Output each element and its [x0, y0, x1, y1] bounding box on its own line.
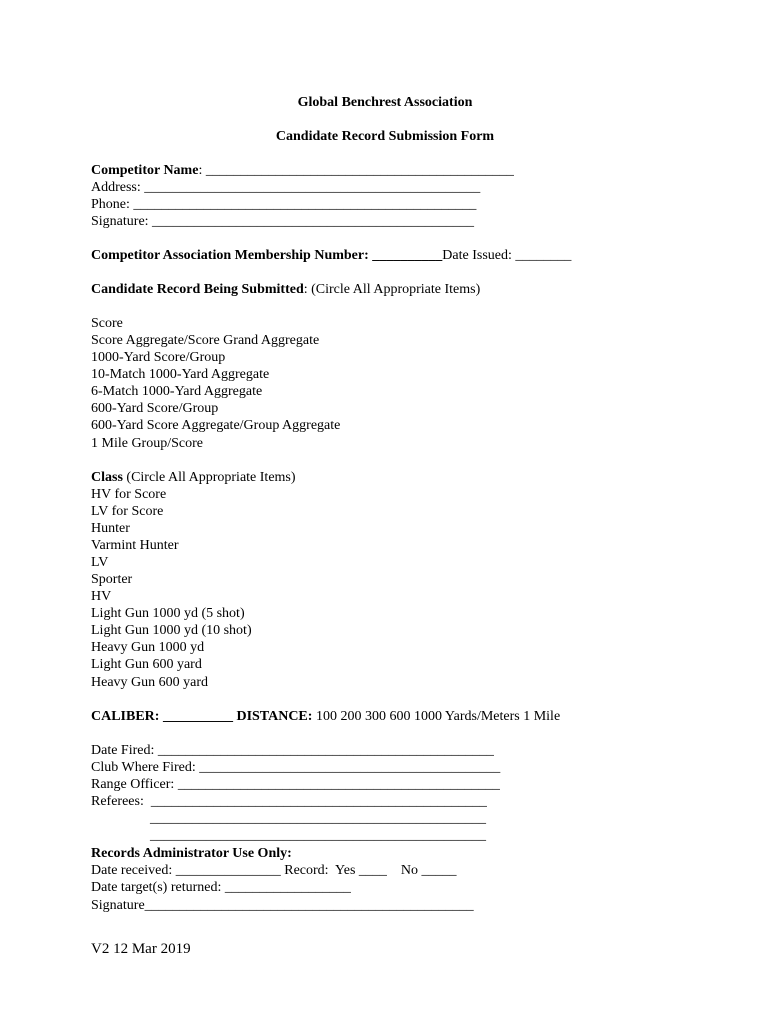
admin-heading-text: Records Administrator Use Only:: [91, 846, 292, 861]
club-field[interactable]: Club Where Fired: ___________________________________________: [91, 760, 501, 775]
class-item[interactable]: Varmint Hunter: [91, 538, 179, 553]
class-item[interactable]: Hunter: [91, 521, 130, 536]
date-fired-field[interactable]: Date Fired: ________________________________________________: [91, 743, 494, 758]
class-item[interactable]: Light Gun 1000 yd (5 shot): [91, 606, 245, 621]
version-footer: V2 12 Mar 2019: [91, 941, 191, 957]
range-officer-field[interactable]: Range Officer: ______________________________________________: [91, 777, 500, 792]
record-heading-row: [91, 281, 480, 298]
record-heading: Candidate Record Being Submitted: [91, 282, 304, 297]
class-heading-row: [91, 469, 296, 486]
membership-row[interactable]: [91, 247, 571, 264]
caliber-label: CALIBER: __________ DISTANCE:: [91, 709, 313, 724]
class-item[interactable]: Light Gun 1000 yd (10 shot): [91, 623, 252, 638]
competitor-name-field[interactable]: [91, 162, 514, 179]
class-item[interactable]: Sporter: [91, 572, 133, 587]
class-item[interactable]: LV: [91, 555, 109, 570]
class-item[interactable]: LV for Score: [91, 504, 164, 519]
record-item[interactable]: 600-Yard Score/Group: [91, 401, 219, 416]
signature-field[interactable]: Signature: ______________________________________________: [91, 214, 475, 229]
record-item[interactable]: 1 Mile Group/Score: [91, 436, 203, 451]
class-item[interactable]: HV for Score: [91, 487, 167, 502]
form-subtitle: Candidate Record Submission Form: [275, 129, 495, 144]
form-title: Global Benchrest Association: [297, 95, 473, 110]
date-returned-field[interactable]: Date target(s) returned: __________________: [91, 880, 351, 895]
date-issued-field: Date Issued: ________: [442, 248, 572, 263]
address-field[interactable]: Address: ________________________________________________: [91, 180, 481, 195]
class-heading: Class: [91, 470, 123, 485]
admin-signature-field[interactable]: Signature_______________________________________________: [91, 898, 474, 913]
caliber-distance-row[interactable]: [91, 708, 560, 725]
class-item[interactable]: Heavy Gun 1000 yd: [91, 640, 205, 655]
class-item[interactable]: Light Gun 600 yard: [91, 657, 202, 672]
distance-options: 100 200 300 600 1000 Yards/Meters 1 Mile: [312, 709, 561, 724]
admin-heading: [91, 845, 292, 862]
class-item[interactable]: Heavy Gun 600 yard: [91, 675, 209, 690]
date-received-field[interactable]: Date received: _______________ Record: Yes ____ No _____: [91, 863, 457, 878]
membership-number-label: Competitor Association Membership Number: __________: [91, 248, 443, 263]
class-item[interactable]: HV: [91, 589, 112, 604]
competitor-name-blank: : ____________________________________________: [198, 163, 514, 178]
referees-field[interactable]: Referees: ________________________________________________: [91, 794, 487, 809]
referee-line-3[interactable]: ________________________________________________: [150, 828, 486, 843]
class-instruction: (Circle All Appropriate Items): [122, 470, 296, 485]
phone-field[interactable]: Phone: _________________________________________________: [91, 197, 477, 212]
record-instruction: : (Circle All Appropriate Items): [303, 282, 481, 297]
record-item[interactable]: 1000-Yard Score/Group: [91, 350, 226, 365]
record-item[interactable]: Score: [91, 316, 123, 331]
competitor-name-label: Competitor Name: [91, 163, 199, 178]
record-item[interactable]: Score Aggregate/Score Grand Aggregate: [91, 333, 320, 348]
record-item[interactable]: 600-Yard Score Aggregate/Group Aggregate: [91, 418, 341, 433]
referee-line-2[interactable]: ________________________________________________: [150, 811, 486, 826]
record-item[interactable]: 6-Match 1000-Yard Aggregate: [91, 384, 263, 399]
record-item[interactable]: 10-Match 1000-Yard Aggregate: [91, 367, 270, 382]
